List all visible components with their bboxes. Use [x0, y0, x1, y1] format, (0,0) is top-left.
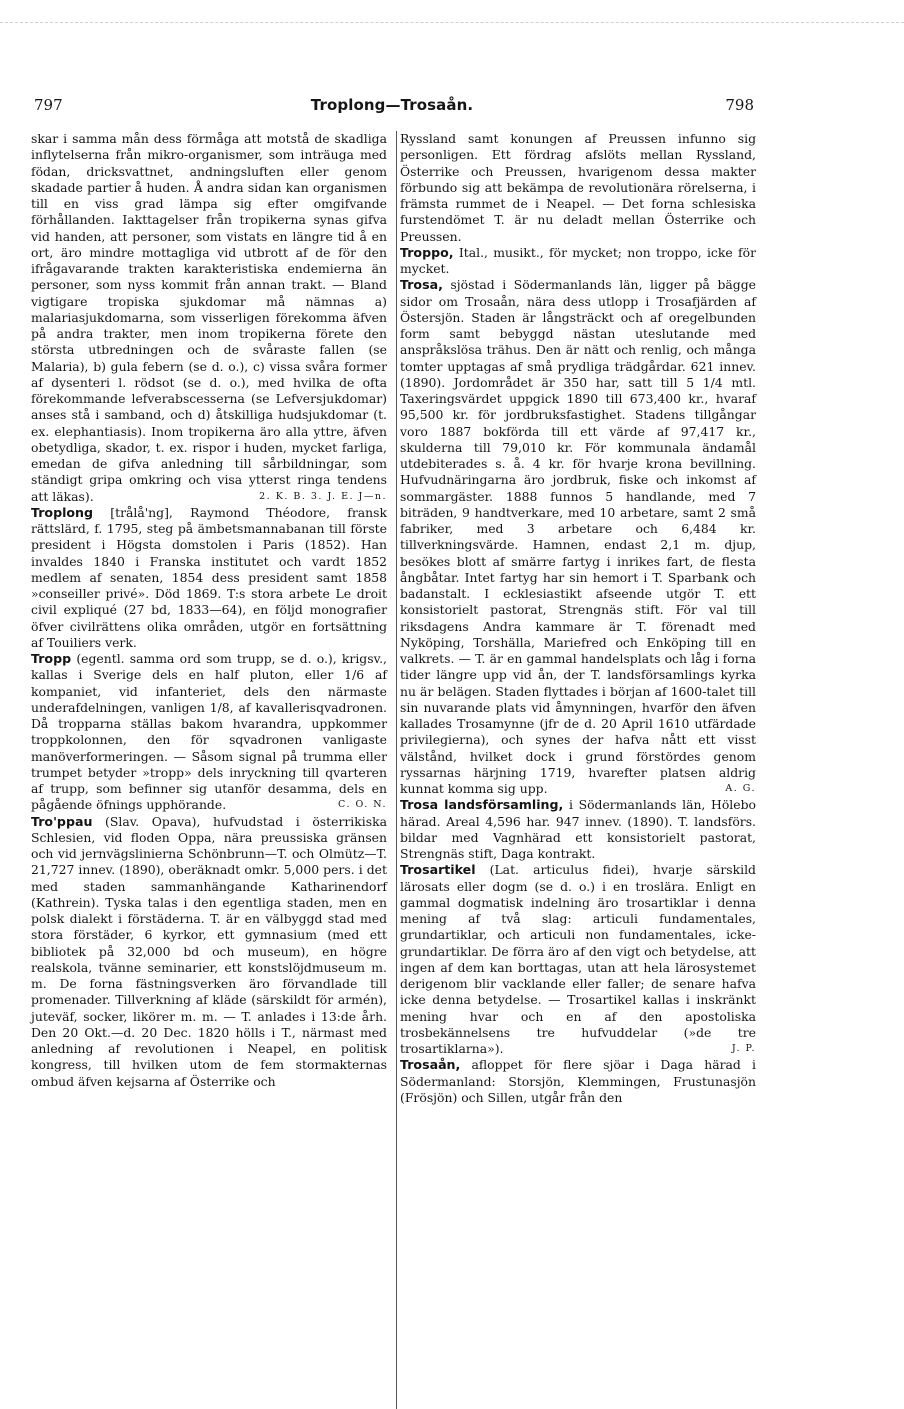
entry-body: sjöstad i Södermanlands län, ligger på bägge sidor om Trosaån, nära dess utlopp i Trosafjärden af Östersjön. Staden är långsträckt och af oregelbunden form samt bebyggd nästan uteslutande med anspråkslösa trähus. Den är nätt och renlig, och många tomter upptagas af små prydliga trädgårdar. 621 innev. (1890). Jordområdet är 350 har, satt till 5 1/4 mtl. Taxeringsvärdet uppgick 1890 till 673,400 kr., hvaraf 95,500 kr. för jordbruksfastighet. Stadens tillgångar voro 1887 bokförda till ett värde af 97,417 kr., skulderna till 79,010 kr. För kommunala ändamål utdebiterades s. å. 4 kr. för hvarje krona bevillning. Hufvudnäringarna äro jordbruk, fiske och inkomst af sommargäster. 1888 funnos 5 handlande, med 7 biträden, 9 handtverkare, med 10 arbetare, samt 2 små fabriker, med 3 arbetare och 6,484 kr. tillverkningsvärde. Hamnen, endast 2,1 m. djup, besökes blott af smärre fartyg i inrikes fart, de flesta ångbåtar. Intet fartyg har sin hemort i T. Sparbank och badanstalt. I ecklesiastikt afseende utgör T. ett konsistorielt pastorat, Strengnäs stift. För val till riksdagens Andra kammare är T. förenadt med Nyköping, Torshälla, Mariefred och Enköping till en valkrets. — T. är en gammal handelsplats och låg i forna tider längre upp vid ån, der T. landsförsamlings kyrka nu är belägen. Staden flyttades i början af 1600-talet till sin nuvarande plats vid åmynningen, hvarför den äfven kallades Trosamynne (jfr de d. 20 April 1610 utfärdade privilegierna), och synes der hafva nått ett visst välstånd, hvilket dock i grund förstördes genom ryssarnas härjning 1719, hvarefter platsen aldrig kunnat komma sig upp. [400, 277, 756, 796]
entry-troplong [31, 505, 387, 651]
paragraph-text: Ryssland samt konungen af Preussen infunno sig personligen. Ett fördrag afslöts mellan Ryssland, Österrike och Preussen, hvarigenom dessa makter förbundo sig att bekämpa de revolutionära rörelserna, i främsta rummet de i Neapel. — Det forna schlesiska furstendömet T. är nu deladt mellan Österrike och Preussen. [400, 131, 756, 244]
entry-title: Troplong [31, 504, 94, 520]
author-signature: J. P. [731, 1043, 756, 1054]
page-header [30, 96, 754, 120]
entry-title: Trosaån, [400, 1057, 461, 1073]
continued-paragraph [31, 131, 387, 505]
entry-body: [trålå'ng], Raymond Théodore, fransk rättslärd, f. 1795, steg på ämbetsmannabanan till förste president i Högsta domstolen i Paris (1852). Han invaldes 1840 i Franska institutet och vardt 1852 medlem af senaten, 1854 dess president samt 1858 »conseiller privé». Död 1869. T:s stora arbete Le droit civil expliqué (27 bd, 1833—64), en följd monografier öfver civilrättens olika områden, utgör en fortsättning af Touiliers verk. [31, 504, 387, 650]
entry-body: Ital., musikt., för mycket; non troppo, icke för mycket. [400, 244, 756, 276]
entry-tropp [31, 651, 387, 814]
left-column [31, 131, 387, 1090]
entry-body: i Södermanlands län, Hölebo härad. Areal 4,596 har. 947 innev. (1890). T. landsförs. bildar med Vagnhärad ett konsistorielt pastorat, Strengnäs stift, Daga kontrakt. [400, 797, 756, 861]
entry-trosa [400, 277, 756, 797]
page-number-left: 797 [34, 96, 63, 114]
entry-body: (Slav. Opava), hufvudstad i österrikiska Schlesien, vid floden Oppa, nära preussiska gränsen och vid jernvägslinierna Schönbrunn—T. och Olmütz—T. 21,727 innev. (1890), oberäknadt omkr. 5,000 pers. i det med staden sammanhängande Katharinendorf (Kathrein). Tyska talas i den egentliga staden, men en polsk dialekt i förstäderna. T. är en välbyggd stad med stora förstäder, 6 kyrkor, ett gymnasium (med ett bibliotek på 32,000 bd och museum), en högre realskola, tvänne seminarier, ett konstslöjdmuseum m. m. De forna fästningsverken äro förvandlade till promenader. Tillverkning af kläde (särskildt för armén), juteväf, socker, likörer m. m. — T. anlades i 13:de årh. Den 20 Okt.—d. 20 Dec. 1820 hölls i T., närmast med anledning af revolutionen i Neapel, en politisk kongress, till hvilken utom de fem stormakternas ombud äfven kejsarna af Österrike och [31, 813, 387, 1089]
author-signature: C. O. N. [338, 799, 387, 811]
author-signature: 2. K. B. 3. J. E. J—n. [259, 490, 387, 502]
entry-trosaan [400, 1057, 756, 1106]
entry-body: afloppet för flere sjöar i Daga härad i Södermanland: Storsjön, Klemmingen, Frustunasjön (Frösjön) och Sillen, utgår från den [400, 1057, 756, 1105]
paragraph-text: skar i samma mån dess förmåga att motstå de skadliga inflytelserna från mikro-organismer, som inträuga med födan, dricksvattnet, andningsluften eller genom skadade partier å huden. Å andra sidan kan organismen till en viss grad lämpa sig efter omgifvande förhållanden. Iakttagelser från tropikerna synas gifva vid handen, att personer, som vistats en längre tid å en ort, äro mindre mottagliga vid utbrott af de för den ifrågavarande trakten karakteristiska endemierna än personer, som nyss kommit från annan trakt. — Bland vigtigare tropiska sjukdomar må nämnas a) malariasjukdomarna, som visserligen förekomma äfven på andra trakter, men inom tropikerna förete den största utbredningen och de svåraste fallen (se Malaria), b) gula febern (se d. o.), c) vissa svåra former af dysenteri l. rödsot (se d. o.), med hvilka de ofta förekommande lefverabscesserna (se Lefversjukdomar) anses stå i samband, och d) åtskilliga hudsjukdomar (t. ex. elephantiasis). Inom tropikerna äro alla yttre, äfven obetydliga, skador, t. ex. rispor i huden, mycket farliga, emedan de gifva anledning till sårbildningar, som ständigt gripa omkring och visa ytterst ringa tendens att läkas). [31, 131, 387, 504]
page-number-right: 798 [725, 96, 754, 114]
entry-title: Trosa, [400, 277, 443, 293]
entry-troppo [400, 245, 756, 278]
scan-edge-line [0, 22, 904, 23]
continued-paragraph [400, 131, 756, 245]
entry-title: Trosa landsförsamling, [400, 797, 564, 813]
entry-trosartikel [400, 862, 756, 1057]
entry-troppau [31, 814, 387, 1090]
column-divider [396, 131, 397, 1409]
entry-title: Tropp [31, 651, 72, 666]
right-column [400, 131, 756, 1106]
running-head: Troplong—Trosaån. [310, 96, 474, 114]
entry-body: (egentl. samma ord som trupp, se d. o.), krigsv., kallas i Sverige dels en half pluton, eller 1/6 af kompaniet, vid infanteriet, dels den närmaste underafdelningen, vanligen 1/8, af kavallerisqvadronen. Då tropparna ställas bakom hvarandra, uppkommer troppkolonnen, den för sqvadronen vanligaste manöverformeringen. — Såsom signal på trumma eller trumpet betyder »tropp» dels inryckning till qvarteren af trupp, som befinner sig utanför desamma, dels en pågående öfnings upphörande. [31, 651, 387, 813]
entry-trosa-landsforsamling [400, 797, 756, 862]
entry-title: Trosartikel [400, 862, 476, 878]
entry-title: Troppo, [400, 244, 454, 260]
entry-body: (Lat. articulus fidei), hvarje särskild lärosats eller dogm (se d. o.) i en troslära. Enligt en gammal dogmatisk indelning äro trosartiklar i denna mening af två slag: articuli fundamentales, grundartiklar, och articuli non fundamentales, icke-grundartiklar. De förra äro af den vigt och betydelse, att ingen af dem kan borttagas, utan att hela lärosystemet derigenom blir vacklande eller faller; de senare hafva icke denna betydelse. — Trosartikel kallas i inskränkt mening hvar och en af den apostoliska trosbekännelsens tre hufvuddelar (»de tre trosartiklarna»). [400, 862, 756, 1056]
entry-title: Tro'ppau [31, 813, 93, 829]
author-signature: A. G. [725, 783, 756, 794]
